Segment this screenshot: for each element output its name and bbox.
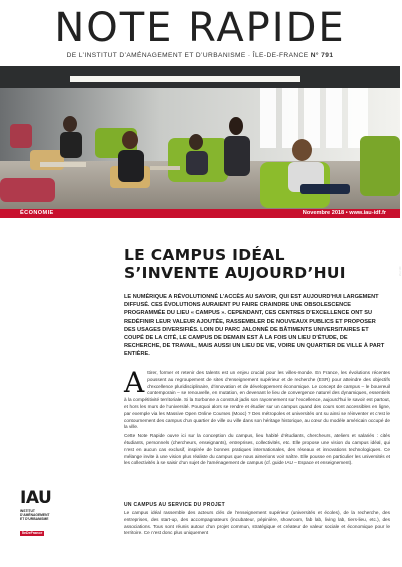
- iau-logo: [20, 489, 50, 539]
- article-title: [124, 246, 394, 282]
- date-and-website: Novembre 2018 • www.iau-idf.fr: [302, 210, 386, 216]
- article-lead: LE NUMÉRIQUE A RÉVOLUTIONNÉ L’ACCÈS AU SAVOIR, QUI EST AUJOURD’HUI LARGEMENT DIFFUSÉ. CES ÉVOLUTIONS AURAIENT PU FAIRE CRAINDRE UNE OBSOLESCENCE PROGRAMMÉE DU LIEU « CAMPUS ». CEPENDANT, CES CENTRES D’EXCELLENCE ONT SU REDÉFINIR LEUR VALEUR AJOUTÉE, RASSEMBLER DE NOUVEAUX PUBLICS ET PROPOSER DES USAGES DIVERSIFIÉS. LOIN DU PARC JALONNÉ DE BÂTIMENTS UNIVERSITAIRES ET COUPÉ DE LA CITÉ, LE CAMPUS DE DEMAIN EST À LA FOIS UN LIEU D’ÉTUDE, DE RECHERCHE, DE TRAVAIL, MAIS AUSSI UN LIEU DE VIE, VOIRE UN QUARTIER DE VILLE À PART ENTIÈRE.: [124, 294, 385, 358]
- issue-number: N° 791: [310, 52, 334, 59]
- article-body: [124, 366, 390, 469]
- logo-mark: IAU: [20, 488, 52, 508]
- article-title-line1: LE CAMPUS IDÉAL: [124, 246, 285, 264]
- body-paragraph-3: Le campus idéal rassemble des acteurs clés de l’enseignement supérieur (universités et écoles), de la recherche, des entreprises, des start-up, des accompagnateurs (incubateur, pépinière, showroom, fab lab, living lab, tiers-lieu, etc.), des associations. Tous sont réunis autour d’un projet commun, stratégique et créateur de valeur sociale et économique pour le territoire. Ce n’est donc plus uniquement: [124, 510, 390, 536]
- dropcap-letter: A: [124, 366, 145, 399]
- photo-credit: IAU îdF: [398, 266, 402, 277]
- publication-subtitle: [0, 52, 400, 59]
- section-bar: [0, 209, 400, 218]
- campus-lounge-image: [0, 66, 400, 209]
- body-paragraph-1-text: ttirer, former et retenir des talents est un enjeu crucial pour les villes-monde. En France, les évolutions récentes poussent au regroupement de sites d’enseignement supérieur et de recherche (ESR) pour atteindre des objectifs d’excellence pluridisciplinaire, d’innovation et de développement économique. Le concept de campus – le bouvreuil contemporain – se renouvelle, en mutation, en devenant le lieu de convergence naturel des dynamiques, essentiels à la compétitivité territoriale. Si la Sorbonne a construit jadis son rayonnement sur l’excellence, aujourd’hui le savoir est partout, et hors les murs de l’université. Pourquoi alors se rendre et étudier sur un campus quand des cours sont accessibles en ligne, par exemple via les Massive Open Online Courses (Mooc) ? Des métropoles et universités ont su ainsi se réinventer et c’est le contournement des campus d’un quartier de ville ou ville dans son héritage historique, au cœur du modèle américain occupé de la ville.: [124, 370, 390, 430]
- logo-text: [20, 509, 50, 521]
- logo-text-line3: ET D’URBANISME: [20, 517, 49, 521]
- publication-title: NOTE RAPIDE: [54, 5, 346, 51]
- masthead: [0, 6, 400, 59]
- section-label: ÉCONOMIE: [20, 210, 54, 216]
- logo-text-line1: INSTITUT: [20, 509, 35, 513]
- section-heading: UN CAMPUS AU SERVICE DU PROJET: [124, 502, 225, 508]
- body-paragraph-2: Cette Note Rapide ouvre ici sur la conception du campus, lieu habité d’étudiants, chercheurs, ateliers et salariés : cités étudiants, personnels (chercheurs, enseignants), entreprises, collectivités, etc. Elle propose une vision du campus idéal, qui n’est en aucun cas exclusif, inspirée de bonnes pratiques internationales, des réseaux et innovations technologiques. Ce mélange invite à une vision plus réaliste du campus que nous aimerions voir naître. Elle pousse en particulier les universités et les collectivités à se saisir d’un sujet de l’aménagement de campus (cf. guide IAU – Espace et enseignement).: [124, 433, 390, 466]
- body-paragraph-1: [124, 366, 390, 431]
- region-badge: ÎleDeFrance: [22, 531, 43, 535]
- logo-text-line2: D’AMÉNAGEMENT: [20, 513, 50, 517]
- publisher-name: DE L’INSTITUT D’AMÉNAGEMENT ET D’URBANISME · ÎLE-DE-FRANCE: [66, 52, 309, 59]
- article-title-line2: S’INVENTE AUJOURD’HUI: [124, 264, 346, 282]
